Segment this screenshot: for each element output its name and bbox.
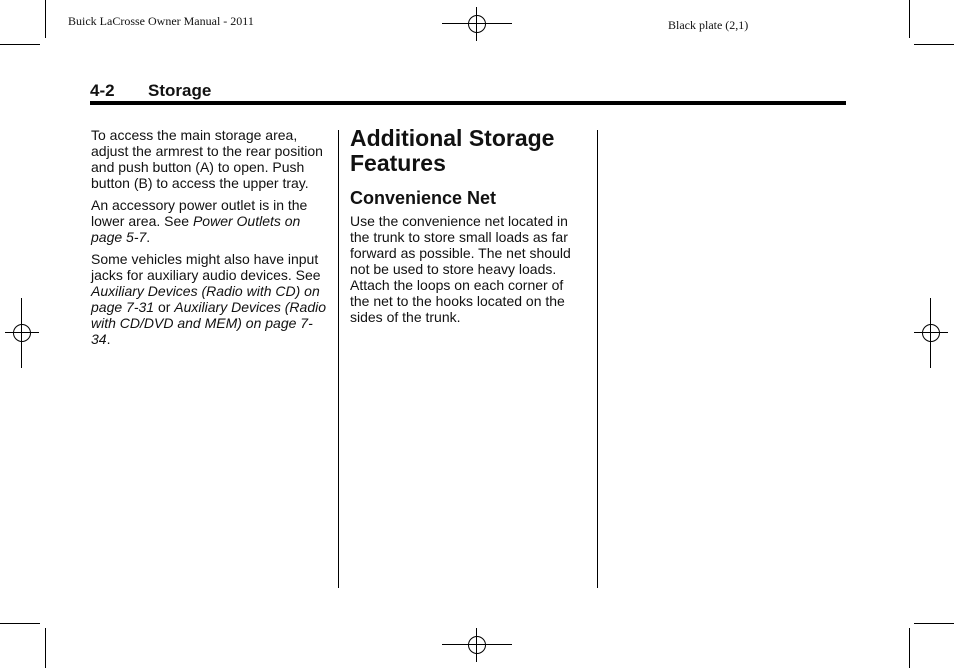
registration-arm	[442, 644, 460, 645]
registration-arm	[21, 298, 22, 316]
section-title: Storage	[148, 81, 212, 100]
paragraph: An accessory power outlet is in the lower area. See Power Outlets on page 5-7.	[91, 197, 308, 245]
registration-arm	[21, 350, 22, 368]
registration-arm	[930, 298, 931, 316]
column-rule	[597, 130, 598, 588]
crop-mark	[0, 623, 40, 624]
registration-mark-icon	[914, 316, 948, 350]
registration-mark-icon	[460, 628, 494, 662]
header-rule	[90, 101, 846, 105]
crop-mark	[914, 44, 954, 45]
registration-arm	[930, 350, 931, 368]
column-rule	[338, 130, 339, 588]
crop-mark	[909, 0, 910, 38]
running-header-left: Buick LaCrosse Owner Manual - 2011	[68, 14, 254, 28]
registration-arm	[442, 23, 460, 24]
section-heading: Additional Storage Features	[350, 125, 555, 176]
left-column	[91, 127, 327, 353]
cross-reference-link[interactable]: Auxiliary Devices (Radio with CD) on page 7-31	[91, 283, 320, 315]
paragraph: To access the main storage area, adjust the armrest to the rear position and push button (A) to open. Push button (B) to access the upper tray.	[91, 127, 323, 191]
crop-mark	[914, 623, 954, 624]
registration-mark-icon	[5, 316, 39, 350]
paragraph: Some vehicles might also have input jacks for auxiliary audio devices. See Auxiliary Devices (Radio with CD) on page 7-31 or Auxiliary Devices (Radio with CD/DVD and MEM) on page 7-34.	[91, 251, 327, 347]
crop-mark	[45, 0, 46, 38]
middle-column	[350, 126, 586, 331]
section-header	[90, 81, 211, 101]
registration-arm	[494, 23, 512, 24]
crop-mark	[0, 44, 40, 45]
section-number: 4-2	[90, 81, 115, 100]
running-header-right: Black plate (2,1)	[668, 18, 749, 32]
subsection-heading: Convenience Net	[350, 188, 497, 208]
crop-mark	[45, 628, 46, 668]
paragraph: Use the convenience net located in the trunk to store small loads as far forward as possible. The net should not be used to store heavy loads. Attach the loops on each corner of the net to the hooks located on the sides of the trunk.	[350, 213, 571, 325]
cross-reference-link[interactable]: Auxiliary Devices (Radio with CD/DVD and MEM) on page 7-34	[91, 299, 327, 347]
registration-arm	[494, 644, 512, 645]
cross-reference-link[interactable]: Power Outlets on page 5-7	[91, 213, 301, 245]
crop-mark	[909, 628, 910, 668]
registration-mark-icon	[460, 7, 494, 41]
